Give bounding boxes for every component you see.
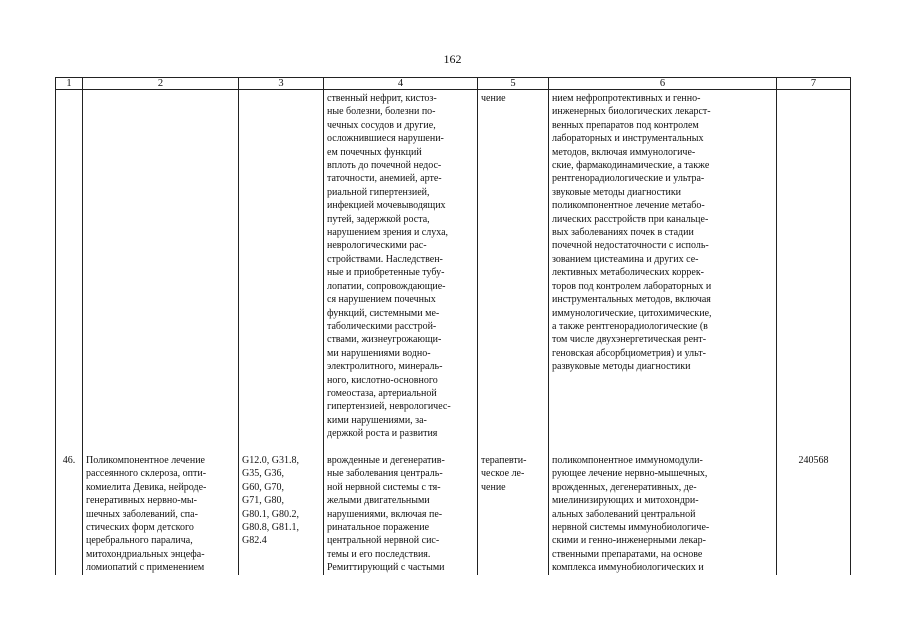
treatment-type-cell: терапевти- ческое ле- чение — [478, 450, 549, 575]
column-header: 6 — [549, 78, 777, 90]
row-number-cell — [56, 90, 83, 451]
header-row — [56, 78, 851, 90]
column-header: 4 — [324, 78, 478, 90]
patient-model-cell: ственный нефрит, кистоз- ные болезни, болезни по- чечных сосудов и другие, осложнившиеся нарушени- ем почечных функций вплоть до почечной недос- таточности, анемией, арте- риальной гипертензией, инфекцией мочевыводящих путей, задержкой роста, нарушением зрения и слуха, неврологическими рас- стройствами. Наследствен- ные и приобретенные тубу- лопатии, сопровождающие- ся нарушением почечных функций, системными ме- таболическими расстрой- ствами, жизнеугрожающи- ми нарушениями водно- электролитного, минераль- ного, кислотно-основного гомеостаза, артериальной гипертензией, неврологичес- кими нарушениями, за- держкой роста и развития — [324, 90, 478, 451]
table-row — [56, 450, 851, 575]
column-header: 5 — [478, 78, 549, 90]
treatment-type-cell: чение — [478, 90, 549, 451]
treatment-name-cell: Поликомпонентное лечение рассеянного склероза, опти- комиелита Девика, нейроде- генеративных нервно-мы- шечных заболеваний, спа- стических форм детского церебрального паралича, митохондриальных энцефа- ломиопатий с применением — [83, 450, 239, 575]
column-header: 2 — [83, 78, 239, 90]
icd-codes-cell: G12.0, G31.8, G35, G36, G60, G70, G71, G80, G80.1, G80.2, G80.8, G81.1, G82.4 — [239, 450, 324, 575]
table-row — [56, 90, 851, 451]
column-header: 1 — [56, 78, 83, 90]
page-number: 162 — [443, 52, 462, 66]
cost-cell — [777, 90, 851, 451]
treatment-name-cell — [83, 90, 239, 451]
row-number-cell: 46. — [56, 450, 83, 575]
column-header: 7 — [777, 78, 851, 90]
icd-codes-cell — [239, 90, 324, 451]
column-header: 3 — [239, 78, 324, 90]
treatment-method-cell: нием нефропротективных и генно- инженерных биологических лекарст- венных препаратов под контролем лабораторных и инструментальных методов, включая иммунологиче- ские, фармакодинамические, а также рентгенорадиологические и ультра- звуковые методы диагностики поликомпонентное лечение метабо- лических расстройств при канальце- вых заболеваниях почек в стадии почечной недостаточности с исполь- зованием цистеамина и других се- лективных метаболических коррек- торов под контролем лабораторных и инструментальных методов, включая иммунологические, цитохимические, а также рентгенорадиологические (в том числе двухэнергетическая рент- геновская абсорбциометрия) и ульт- развуковые методы диагностики — [549, 90, 777, 451]
cost-cell: 240568 — [777, 450, 851, 575]
procedures-table — [55, 77, 851, 575]
treatment-method-cell: поликомпонентное иммуномодули- рующее лечение нервно-мышечных, врожденных, дегенеративных, де- миелинизирующих и митохондри- альных заболеваний центральной нервной системы иммунобиологиче- скими и генно-инженерными лекар- ственными препаратами, на основе комплекса иммунобиологических и — [549, 450, 777, 575]
patient-model-cell: врожденные и дегенератив- ные заболевания централь- ной нервной системы с тя- желыми двигательными нарушениями, включая пе- ринатальное поражение центральной нервной сис- темы и его последствия. Ремиттирующий с частыми — [324, 450, 478, 575]
